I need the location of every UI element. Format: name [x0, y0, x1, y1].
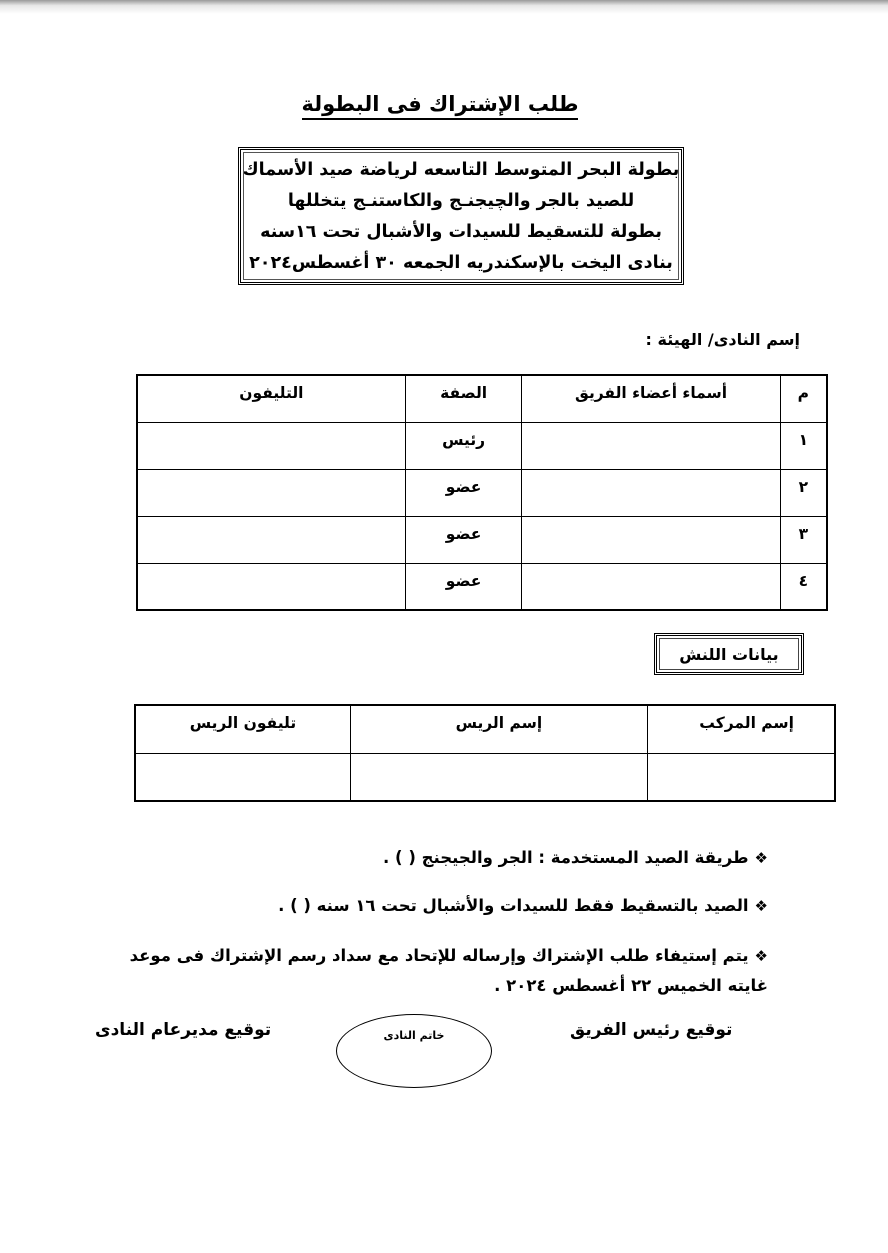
launch-data-heading: بيانات اللنش: [654, 633, 804, 675]
col-header-captain-name: إسم الريس: [350, 705, 647, 753]
title-text: طلب الإشتراك فى البطولة: [302, 92, 579, 120]
role-cell: رئيس: [405, 422, 522, 469]
member-name-cell[interactable]: [522, 422, 780, 469]
launch-data-table: [134, 704, 836, 802]
page-title: [300, 92, 580, 116]
bullet-text: يتم إستيفاء طلب الإشتراك وإرساله للإتحاد مع سداد رسم الإشتراك فى موعد غايته الخميس ٢٢ أغسطس ٢٠٢٤ .: [129, 946, 768, 995]
member-name-cell[interactable]: [522, 516, 780, 563]
role-cell: عضو: [405, 469, 522, 516]
table-row: [137, 563, 827, 610]
stamp-label: خاتم النادى: [383, 1029, 445, 1042]
row-number: ٢: [780, 469, 827, 516]
row-number: ١: [780, 422, 827, 469]
table-row: [137, 516, 827, 563]
table-row: [137, 469, 827, 516]
club-stamp-oval: [336, 1014, 492, 1088]
bullet-text: الصيد بالتسقيط فقط للسيدات والأشبال تحت ١٦ سنه ( ) .: [278, 896, 749, 915]
col-header-role: الصفة: [405, 375, 522, 422]
table-row: [137, 422, 827, 469]
bullet-item: [278, 896, 768, 915]
row-number: ٣: [780, 516, 827, 563]
diamond-bullet-icon: ❖: [754, 897, 768, 915]
col-header-boat-name: إسم المركب: [647, 705, 835, 753]
club-manager-signature-label: توقيع مديرعام النادى: [95, 1020, 272, 1040]
captain-name-cell[interactable]: [350, 753, 647, 801]
row-number: ٤: [780, 563, 827, 610]
phone-cell[interactable]: [137, 516, 405, 563]
phone-cell[interactable]: [137, 469, 405, 516]
member-name-cell[interactable]: [522, 469, 780, 516]
phone-cell[interactable]: [137, 422, 405, 469]
championship-info-box: [238, 147, 684, 285]
role-cell: عضو: [405, 563, 522, 610]
diamond-bullet-icon: ❖: [754, 849, 768, 867]
col-header-phone: التليفون: [137, 375, 405, 422]
diamond-bullet-icon: ❖: [754, 947, 768, 965]
col-header-captain-phone: تليفون الريس: [135, 705, 350, 753]
captain-phone-cell[interactable]: [135, 753, 350, 801]
info-line: بنادى اليخت بالإسكندريه الجمعه ٣٠ أغسطس٢٠٢٤: [249, 253, 673, 273]
boat-name-cell[interactable]: [647, 753, 835, 801]
table-header-row: [137, 375, 827, 422]
bullet-item: [98, 941, 768, 1000]
page-top-shadow: [0, 0, 888, 14]
info-line: بطولة للتسقيط للسيدات والأشبال تحت ١٦سنه: [260, 222, 662, 242]
info-line: بطولة البحر المتوسط التاسعه لرياضة صيد الأسماك: [242, 160, 680, 180]
info-line: للصيد بالجر والچيجنـج والكاستنـج يتخللها: [287, 191, 635, 211]
team-members-table: [136, 374, 828, 611]
phone-cell[interactable]: [137, 563, 405, 610]
team-leader-signature-label: توقيع رئيس الفريق: [570, 1020, 733, 1040]
col-header-names: أسماء أعضاء الفريق: [522, 375, 780, 422]
role-cell: عضو: [405, 516, 522, 563]
member-name-cell[interactable]: [522, 563, 780, 610]
club-name-label: إسم النادى/ الهيئة :: [645, 330, 800, 349]
col-header-number: م: [780, 375, 827, 422]
table-row: [135, 753, 835, 801]
table-header-row: [135, 705, 835, 753]
bullet-item: [383, 848, 768, 867]
bullet-text: طريقة الصيد المستخدمة : الجر والجيجنج ( ) .: [383, 848, 749, 867]
